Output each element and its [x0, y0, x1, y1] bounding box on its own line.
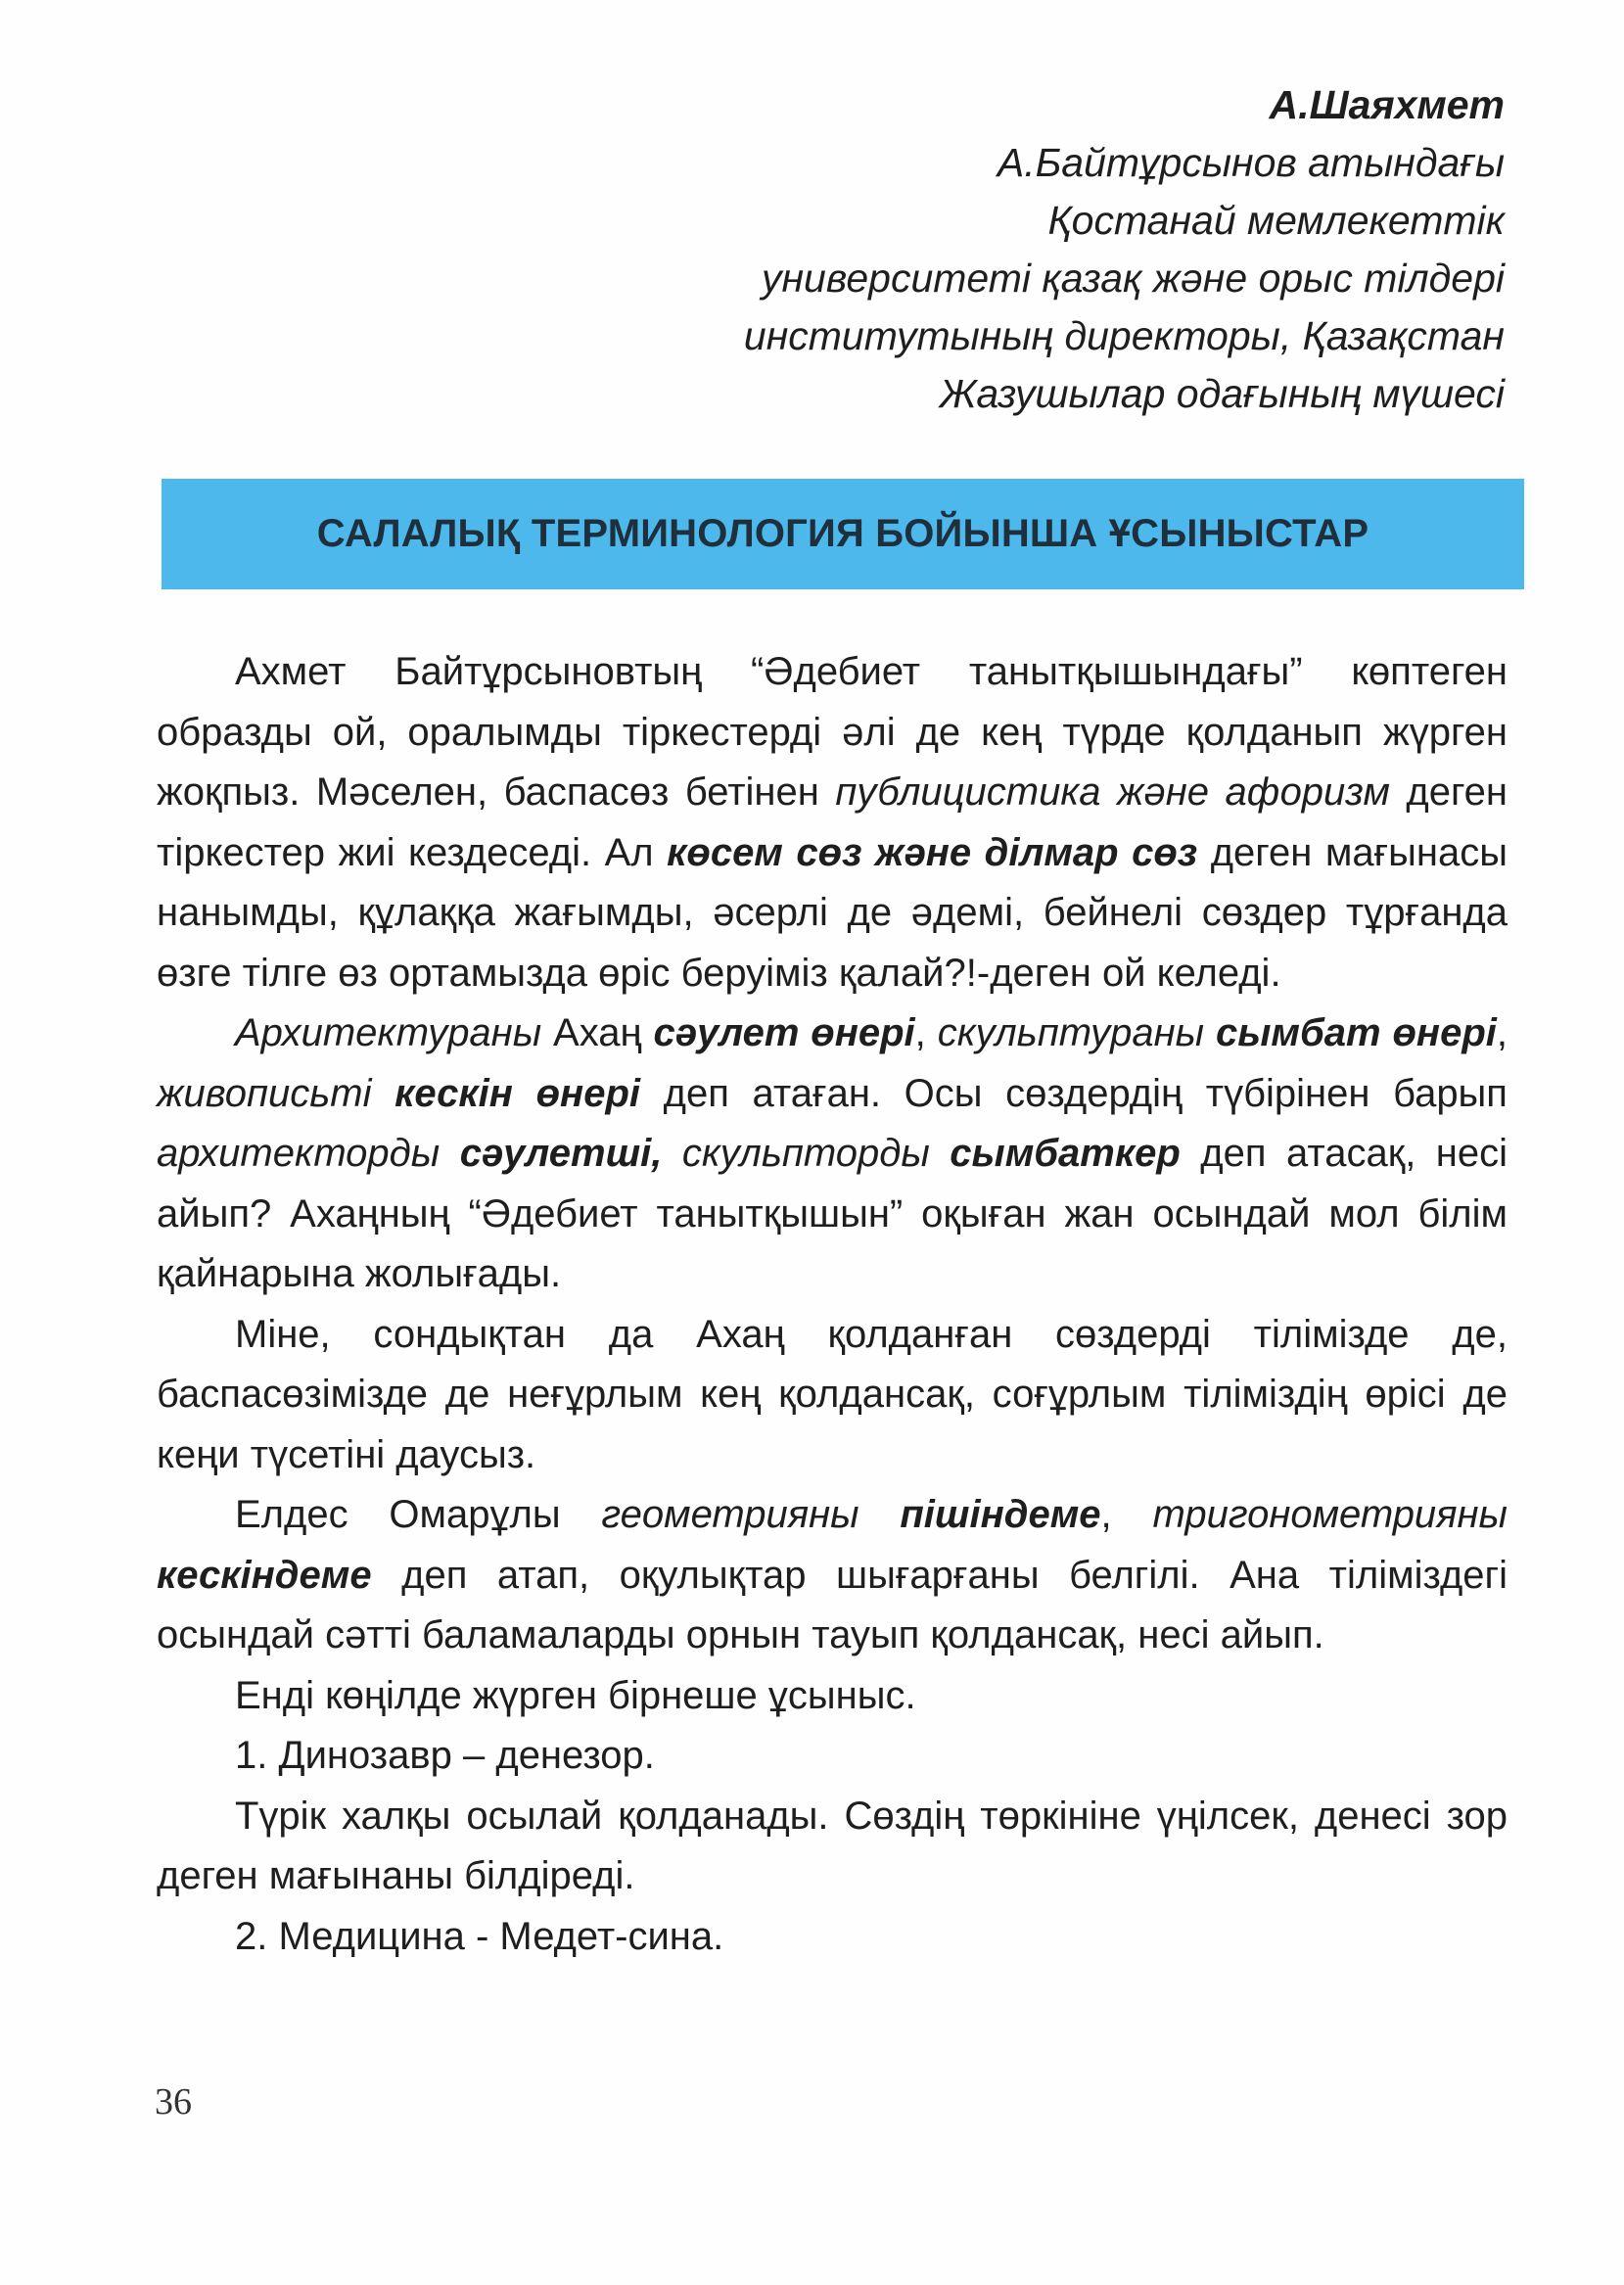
text-run — [662, 1132, 681, 1175]
body-paragraph — [157, 1666, 1508, 1727]
italic-term: геометрияны — [601, 1493, 859, 1536]
italic-term: скульпторды — [681, 1132, 930, 1175]
author-affiliation-line: Қостанай мемлекеттік — [1047, 198, 1505, 243]
italic-term: публицистика және афоризм — [835, 770, 1390, 814]
bold-italic-term: сымбат өнері — [1216, 1011, 1497, 1054]
text-run: , — [1496, 1011, 1508, 1054]
text-run — [440, 1132, 459, 1175]
section-title: САЛАЛЫҚ ТЕРМИНОЛОГИЯ БОЙЫНША ҰСЫНЫСТАР — [316, 512, 1369, 555]
text-run: деп атаған. Осы сөздердің түбірінен барып — [639, 1071, 1508, 1115]
text-run: 1. Динозавр – денезор. — [235, 1734, 655, 1777]
bold-italic-term: сымбаткер — [950, 1132, 1181, 1175]
section-banner — [162, 479, 1524, 589]
italic-term: Архитектураны — [235, 1011, 542, 1054]
article-body — [157, 642, 1508, 1967]
body-paragraph — [157, 1787, 1508, 1907]
text-run: Ахаң — [541, 1011, 654, 1054]
text-run: 2. Медицина - Медет-сина. — [235, 1914, 724, 1958]
text-run: Енді көңілде жүрген бірнеше ұсыныс. — [235, 1673, 916, 1717]
text-run — [1204, 1011, 1216, 1054]
text-run: , — [1100, 1493, 1153, 1536]
body-paragraph — [157, 642, 1508, 1003]
bold-italic-term: көсем сөз және ділмар сөз — [667, 830, 1198, 874]
bold-italic-term: кескіндеме — [157, 1553, 372, 1597]
body-paragraph — [157, 1485, 1508, 1666]
text-run: , — [914, 1011, 938, 1054]
body-paragraph — [157, 1305, 1508, 1486]
page-number: 36 — [155, 2081, 192, 2122]
text-run: Ахмет Байтұрсыновтың “Әдебиет танытқышындағы” көптеген образды ой, оралымды тіркестерді әлі де кең түрде қолданып жүрген жоқпыз. Мәселен, баспасөз бетінен — [157, 650, 1508, 814]
author-affiliation-line: институтының директоры, Қазақстан — [743, 313, 1505, 358]
text-run: деген мағынасы нанымды, құлаққа жағымды, әсерлі де әдемі, бейнелі сөздер тұрғанда өзге тілге өз ортамызда өріс беруіміз қалай?!-деген ой келеді. — [157, 830, 1508, 995]
italic-term: архитекторды — [157, 1132, 441, 1175]
bold-italic-term: пішіндеме — [900, 1493, 1101, 1536]
text-run — [859, 1493, 901, 1536]
author-affiliation-line: Жазушылар одағының мүшесі — [939, 371, 1505, 416]
text-run: деп атасақ, несі айып? Ахаңның “Әдебиет танытқышын” оқыған жан осындай мол білім қайнарына жолығады. — [157, 1132, 1508, 1295]
italic-term: тригонометрияны — [1152, 1493, 1508, 1536]
bold-italic-term: кескін өнері — [394, 1071, 640, 1115]
text-run — [930, 1132, 950, 1175]
body-paragraph — [157, 1726, 1508, 1787]
text-run: Түрік халқы осылай қолданады. Сөздің төркініне үңілсек, денесі зор деген мағынаны білдіреді. — [157, 1794, 1508, 1897]
italic-term: живописьті — [157, 1071, 372, 1115]
text-run: деген тіркестер жиі кездеседі. Ал — [157, 770, 1508, 874]
text-run: деп атап, оқулықтар шығарғаны белгілі. Ана тіліміздегі осындай сәтті баламаларды орнын тауып қолдансақ, несі айып. — [157, 1553, 1508, 1656]
author-block — [428, 76, 1505, 423]
text-run — [372, 1072, 395, 1115]
bold-italic-term: сәулетші, — [459, 1132, 663, 1175]
italic-term: скульптураны — [937, 1011, 1205, 1054]
body-paragraph — [157, 1907, 1508, 1968]
text-run: Міне, сондықтан да Ахаң қолданған сөздерді тілімізде де, баспасөзімізде де неғұрлым кең қолдансақ, соғұрлым тіліміздің өрісі де кеңи түсетіні даусыз. — [157, 1312, 1508, 1476]
bold-italic-term: сәулет өнері — [653, 1011, 915, 1054]
author-affiliation-line: А.Байтұрсынов атындағы — [997, 140, 1505, 185]
author-name: А.Шаяхмет — [1269, 82, 1505, 127]
text-run: Елдес Омарұлы — [235, 1493, 602, 1536]
author-affiliation-line: университеті қазақ және орыс тілдері — [761, 256, 1505, 301]
body-paragraph — [157, 1003, 1508, 1305]
